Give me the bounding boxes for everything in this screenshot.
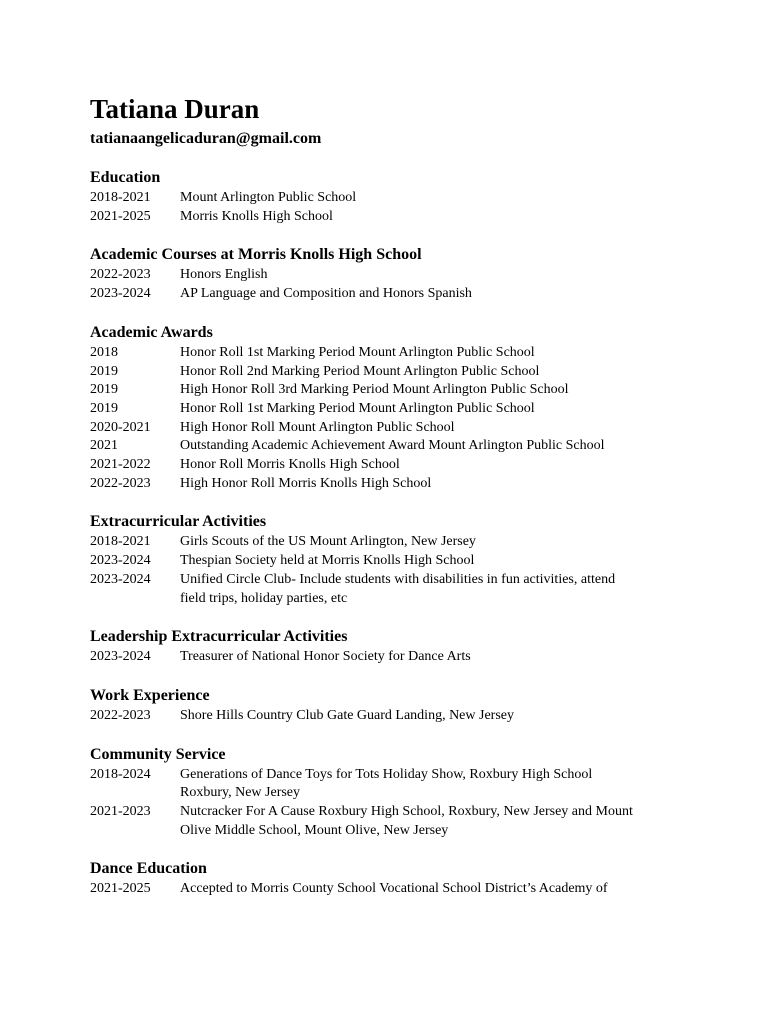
section-academic-awards [90, 323, 730, 494]
section-title: Academic Courses at Morris Knolls High School [90, 246, 422, 264]
section-leadership [90, 627, 730, 667]
entry-text: Honor Roll Morris Knolls High School [180, 457, 400, 473]
entry-row [90, 419, 730, 438]
entry-date: 2020-2021 [90, 419, 151, 435]
entry-text: Thespian Society held at Morris Knolls High School [180, 553, 475, 569]
section-title: Extracurricular Activities [90, 513, 267, 531]
entry-row [90, 363, 730, 382]
section-title: Dance Education [90, 860, 207, 878]
entry-row [90, 285, 730, 304]
entry-row [90, 456, 730, 475]
section-title: Academic Awards [90, 323, 213, 341]
entry-date: 2019 [90, 400, 118, 416]
entry-date: 2023-2024 [90, 649, 151, 665]
entry-text: Honor Roll 2nd Marking Period Mount Arlington Public School [180, 363, 540, 379]
resume-name: Tatiana Duran [90, 94, 260, 124]
entry-date: 2023-2024 [90, 553, 151, 569]
section-extracurricular [90, 512, 730, 608]
entry-date: 2018-2024 [90, 766, 151, 782]
entry-text: Generations of Dance Toys for Tots Holiday Show, Roxbury High School Roxbury, New Jersey [180, 766, 593, 801]
entry-text: High Honor Roll Mount Arlington Public School [180, 419, 455, 435]
section-title: Leadership Extracurricular Activities [90, 628, 348, 646]
entry-text: Nutcracker For A Cause Roxbury High School, Roxbury, New Jersey and Mount Olive Middle School, Mount Olive, New Jersey [180, 804, 633, 838]
entry-row [90, 766, 730, 803]
entry-text: High Honor Roll Morris Knolls High School [180, 475, 432, 491]
section-title: Work Experience [90, 686, 210, 704]
entry-date: 2023-2024 [90, 286, 151, 302]
resume-email: tatianaangelicaduran@gmail.com [90, 130, 322, 147]
entry-date: 2022-2023 [90, 475, 151, 491]
section-education [90, 168, 730, 226]
resume-page [90, 92, 730, 899]
entry-row [90, 437, 730, 456]
entry-date: 2021 [90, 438, 118, 454]
entry-text: Morris Knolls High School [180, 208, 333, 224]
entry-row [90, 707, 730, 726]
entry-text: Treasurer of National Honor Society for Dance Arts [180, 649, 471, 665]
entry-date: 2021-2025 [90, 208, 151, 224]
entry-row [90, 880, 730, 899]
entry-row [90, 266, 730, 285]
entry-text: Accepted to Morris County School Vocational School District’s Academy of [180, 881, 608, 897]
entry-text: Unified Circle Club- Include students with disabilities in fun activities, attend field trips, holiday parties, etc [180, 571, 616, 606]
entry-text: AP Language and Composition and Honors Spanish [180, 286, 472, 302]
entry-row [90, 571, 730, 608]
entry-text: Honors English [180, 267, 268, 283]
section-title: Community Service [90, 745, 226, 763]
entry-date: 2018-2021 [90, 190, 151, 205]
entry-row [90, 533, 730, 552]
entry-date: 2018-2021 [90, 534, 151, 550]
entry-row [90, 803, 730, 840]
entry-text: Shore Hills Country Club Gate Guard Landing, New Jersey [180, 707, 514, 723]
entry-date: 2021-2022 [90, 457, 151, 473]
entry-date: 2019 [90, 382, 118, 398]
entry-date: 2023-2024 [90, 571, 151, 587]
entry-row [90, 552, 730, 571]
entry-date: 2019 [90, 363, 118, 379]
section-academic-courses [90, 245, 730, 303]
entry-row [90, 189, 730, 208]
section-community-service [90, 745, 730, 841]
entry-text: High Honor Roll 3rd Marking Period Mount Arlington Public School [180, 382, 569, 398]
entry-row [90, 475, 730, 494]
entry-row [90, 648, 730, 667]
entry-text: Mount Arlington Public School [180, 190, 357, 205]
entry-date: 2018 [90, 344, 118, 360]
section-work-experience [90, 686, 730, 726]
entry-text: Girls Scouts of the US Mount Arlington, New Jersey [180, 534, 476, 550]
section-title: Education [90, 169, 161, 186]
entry-row [90, 208, 730, 227]
section-dance-education [90, 859, 730, 899]
entry-date: 2022-2023 [90, 267, 151, 283]
entry-text: Honor Roll 1st Marking Period Mount Arlington Public School [180, 400, 535, 416]
entry-row [90, 400, 730, 419]
entry-date: 2021-2025 [90, 881, 151, 897]
entry-date: 2021-2023 [90, 804, 151, 820]
entry-text: Honor Roll 1st Marking Period Mount Arlington Public School [180, 344, 535, 360]
entry-text: Outstanding Academic Achievement Award Mount Arlington Public School [180, 438, 605, 454]
entry-row [90, 344, 730, 363]
entry-row [90, 381, 730, 400]
entry-date: 2022-2023 [90, 707, 151, 723]
